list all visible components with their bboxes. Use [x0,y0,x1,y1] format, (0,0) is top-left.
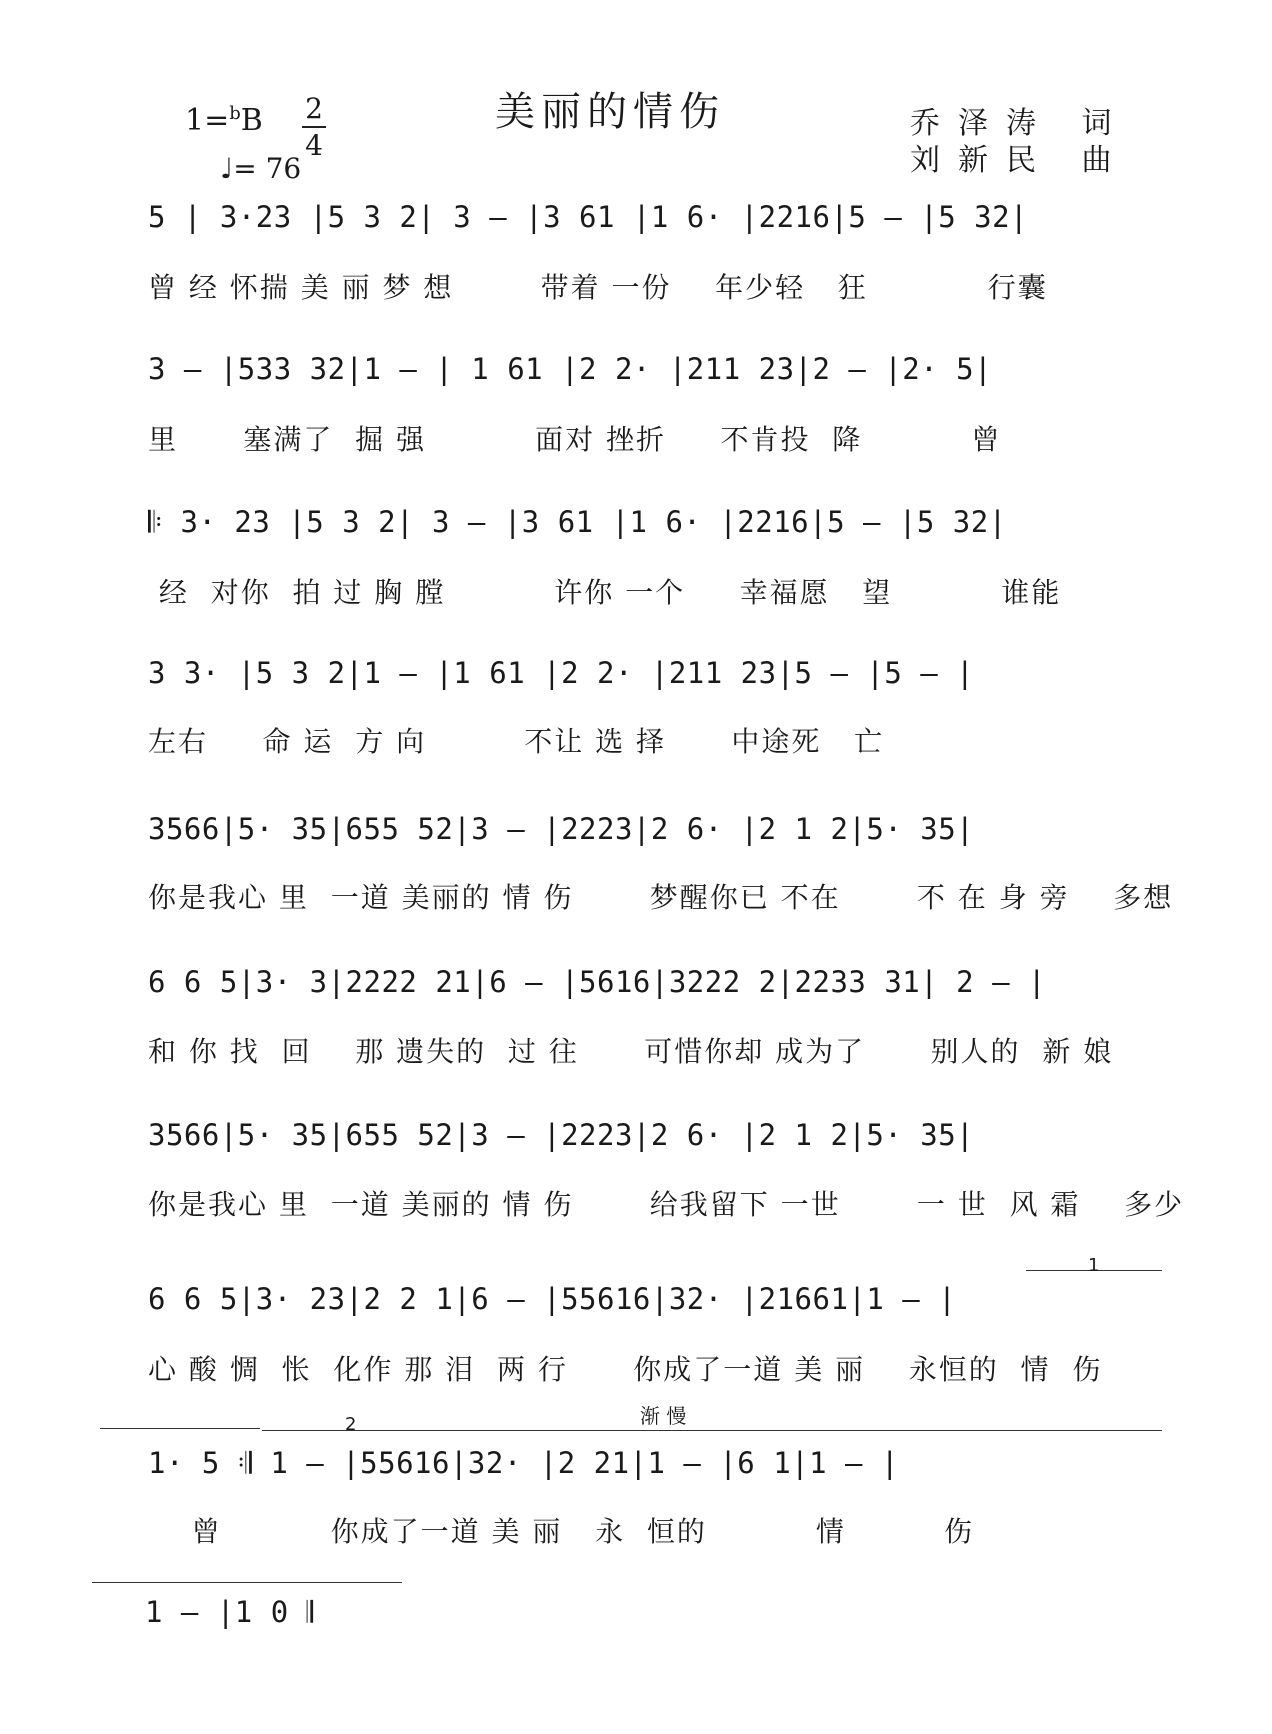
notation-row-6: 6 6 5|3· 3|2222 21|6 — |5616|3222 2|2233 31| 2 — | [148,965,1046,999]
lyricist-credit: 乔泽涛 词 [910,106,1130,141]
ritardando-marking: 渐 慢 [640,1404,687,1428]
lyrics-row-8: 心 酸 惆 怅 化作 那 泪 两 行 你成了一道 美 丽 永恒的 情 伤 [148,1353,1103,1386]
lyrics-row-7: 你是我心 里 一道 美丽的 情 伤 给我留下 一世 一 世 风 霜 多少 [148,1188,1185,1221]
lyrics-row-4: 左右 命 运 方 向 不让 选 择 中途死 亡 [148,725,885,758]
notation-row-2: 3 — |533 32|1 — | 1 61 |2 2· |211 23|2 — |2· 5| [148,352,993,386]
key-signature: 1=$^b$B [185,103,263,138]
tempo-marking: ♩= 76 [220,152,302,185]
volta-2-number: 2 [345,1414,357,1435]
notation-row-10: 1 — |1 0 𝄂 [145,1595,314,1629]
notation-row-5: 3566|5· 35|655 52|3 — |2223|2 6· |2 1 2|5· 35| [148,812,975,846]
volta-1-number: 1 [1088,1255,1100,1276]
volta-2-bracket [262,1430,1162,1431]
notation-row-3: 𝄆 3· 23 |5 3 2| 3 — |3 61 |1 6· |2216|5 — |5 32| [148,505,1007,539]
time-signature: 2 4 [302,92,326,162]
lyrics-row-1: 曾 经 怀揣 美 丽 梦 想 带着 一份 年少轻 狂 行囊 [148,271,1048,304]
lyrics-row-9: 曾 你成了一道 美 丽 永 恒的 情 伤 [148,1515,975,1548]
composer-credit: 刘新民 曲 [910,143,1130,178]
lyrics-row-6: 和 你 找 回 那 遗失的 过 往 可惜你却 成为了 别人的 新 娘 [148,1035,1114,1068]
notation-row-7: 3566|5· 35|655 52|3 — |2223|2 6· |2 1 2|5· 35| [148,1118,975,1152]
tie-line-final [92,1582,402,1583]
lyrics-row-3: 经 对你 拍 过 胸 膛 许你 一个 幸福愿 望 谁能 [148,576,1062,609]
tie-line-left [100,1428,260,1429]
notation-row-1: 5 | 3·23 |5 3 2| 3 — |3 61 |1 6· |2216|5 — |5 32| [148,200,1029,234]
lyrics-row-2: 里 塞满了 掘 强 面对 挫折 不肯投 降 曾 [148,423,1002,456]
notation-row-9: 1· 5 𝄇 1 — |55616|32· |2 21|1 — |6 1|1 — | [148,1446,899,1480]
song-title: 美丽的情伤 [495,89,725,135]
notation-row-4: 3 3· |5 3 2|1 — |1 61 |2 2· |211 23|5 — |5 — | [148,656,975,690]
lyrics-row-5: 你是我心 里 一道 美丽的 情 伤 梦醒你已 不在 不 在 身 旁 多想 [148,881,1174,914]
notation-row-8: 6 6 5|3· 23|2 2 1|6 — |55616|32· |21661|1 — | [148,1282,957,1316]
